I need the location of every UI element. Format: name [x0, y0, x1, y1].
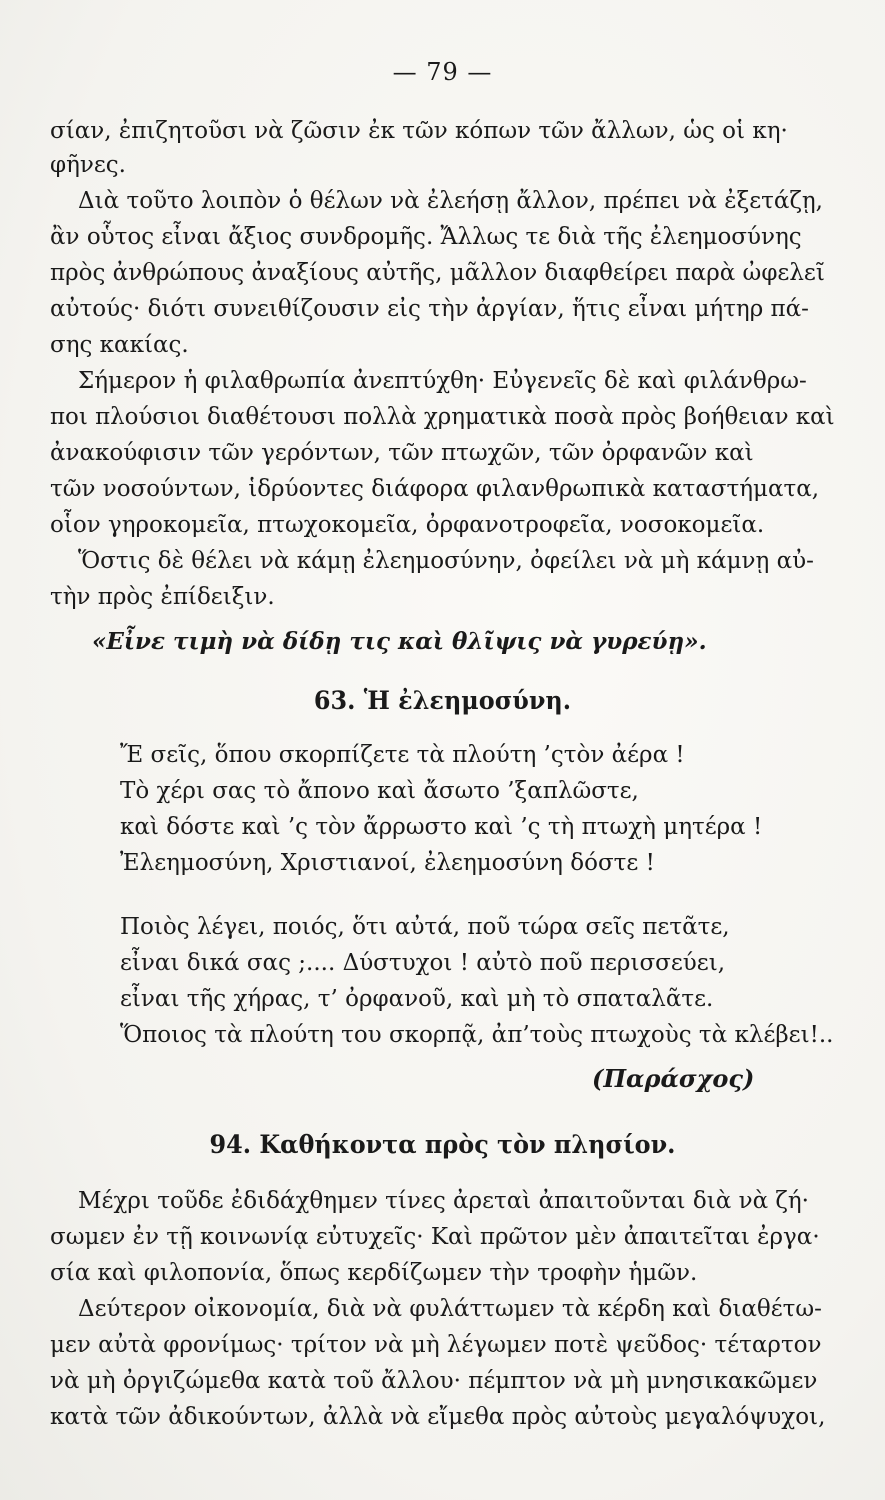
text-line: νὰ μὴ ὀργιζώμεθα κατὰ τοῦ ἄλλου· πέμπτον νὰ μὴ μνησικακῶμεν [50, 1368, 818, 1394]
page-number: — 79 — [392, 58, 493, 86]
text-line: τῶν νοσούντων, ἱδρύοντες διάφορα φιλανθρωπικὰ καταστήματα, [50, 476, 820, 502]
text-line: σωμεν ἐν τῇ κοινωνίᾳ εὐτυχεῖς· Καὶ πρῶτον μὲν ἀπαιτεῖται ἐργα· [50, 1224, 820, 1250]
text-line: Σήμερον ἡ φιλαθρωπία ἀνεπτύχθη· Εὐγενεῖς δὲ καὶ φιλάνθρω- [78, 368, 807, 394]
text-line: Μέχρι τοῦδε ἐδιδάχθημεν τίνες ἀρεταὶ ἀπαιτοῦνται διὰ νὰ ζή· [78, 1188, 809, 1214]
text-line: τὴν πρὸς ἐπίδειξιν. [50, 584, 275, 610]
poem-line: Ἔ σεῖς, ὅπου σκορπίζετε τὰ πλούτη ’ςτὸν ἀέρα ! [120, 742, 685, 768]
poem-line: εἶναι δικά σας ;.... Δύστυχοι ! αὐτὸ ποῦ περισσεύει, [120, 950, 726, 976]
poem-line: Τὸ χέρι σας τὸ ἄπονο καὶ ἄσωτο ’ξαπλῶστε, [120, 778, 639, 804]
text-line: σης κακίας. [50, 332, 189, 358]
text-line: αὐτούς· διότι συνειθίζουσιν εἰς τὴν ἀργίαν, ἥτις εἶναι μήτηρ πά- [50, 296, 809, 322]
poem-line: Ὅποιος τὰ πλούτη του σκορπᾷ, ἀπ’τοὺς πτωχοὺς τὰ κλέβει!.. [120, 1022, 834, 1048]
poem-line: Ποιὸς λέγει, ποιός, ὅτι αὐτά, ποῦ τώρα σεῖς πετᾶτε, [120, 914, 730, 940]
text-line: οἷον γηροκομεῖα, πτωχοκομεῖα, ὀρφανοτροφεῖα, νοσοκομεῖα. [50, 512, 765, 538]
text-line: σία καὶ φιλοπονία, ὅπως κερδίζωμεν τὴν τροφὴν ἡμῶν. [50, 1260, 698, 1286]
proverb-quote: «Εἶνε τιμὴ νὰ δίδῃ τις καὶ θλῖψις νὰ γυρεύῃ». [92, 628, 707, 655]
text-line: φῆνες. [50, 152, 126, 178]
text-line: Διὰ τοῦτο λοιπὸν ὁ θέλων νὰ ἐλεήσῃ ἄλλον, πρέπει νὰ ἐξετάζῃ, [78, 188, 823, 214]
text-line: πρὸς ἀνθρώπους ἀναξίους αὐτῆς, μᾶλλον διαφθείρει παρὰ ὠφελεῖ [50, 260, 825, 286]
text-line: ἀνακούφισιν τῶν γερόντων, τῶν πτωχῶν, τῶν ὀρφανῶν καὶ [50, 440, 754, 466]
poem-author: (Παράσχος) [592, 1064, 755, 1093]
text-line: σίαν, ἐπιζητοῦσι νὰ ζῶσιν ἐκ τῶν κόπων τῶν ἄλλων, ὡς οἱ κη· [50, 118, 788, 144]
poem-line: Ἐλεημοσύνη, Χριστιανοί, ἐλεημοσύνη δόστε ! [120, 850, 655, 876]
text-line: Δεύτερον οἰκονομία, διὰ νὰ φυλάττωμεν τὰ κέρδη καὶ διαθέτω- [78, 1296, 822, 1322]
section-94-heading: 94. Καθήκοντα πρὸς τὸν πλησίον. [209, 1130, 676, 1159]
text-line: ποι πλούσιοι διαθέτουσι πολλὰ χρηματικὰ ποσὰ πρὸς βοήθειαν καὶ [50, 404, 835, 430]
poem-line: καὶ δόστε καὶ ’ς τὸν ἄρρωστο καὶ ’ς τὴ πτωχὴ μητέρα ! [120, 814, 763, 840]
text-line: Ὅστις δὲ θέλει νὰ κάμῃ ἐλεημοσύνην, ὀφείλει νὰ μὴ κάμνῃ αὐ- [78, 548, 814, 574]
text-line: ἂν οὗτος εἶναι ἄξιος συνδρομῆς. Ἄλλως τε διὰ τῆς ἐλεημοσύνης [50, 224, 802, 250]
text-line: κατὰ τῶν ἀδικούντων, ἀλλὰ νὰ εἴμεθα πρὸς αὐτοὺς μεγαλόψυχοι, [50, 1404, 826, 1430]
text-line: μεν αὐτὰ φρονίμως· τρίτον νὰ μὴ λέγωμεν ποτὲ ψεῦδος· τέταρτον [50, 1332, 822, 1358]
section-63-heading: 63. Ἡ ἐλεημοσύνη. [313, 686, 572, 715]
poem-line: εἶναι τῆς χήρας, τ’ ὀρφανοῦ, καὶ μὴ τὸ σπαταλᾶτε. [120, 986, 714, 1012]
